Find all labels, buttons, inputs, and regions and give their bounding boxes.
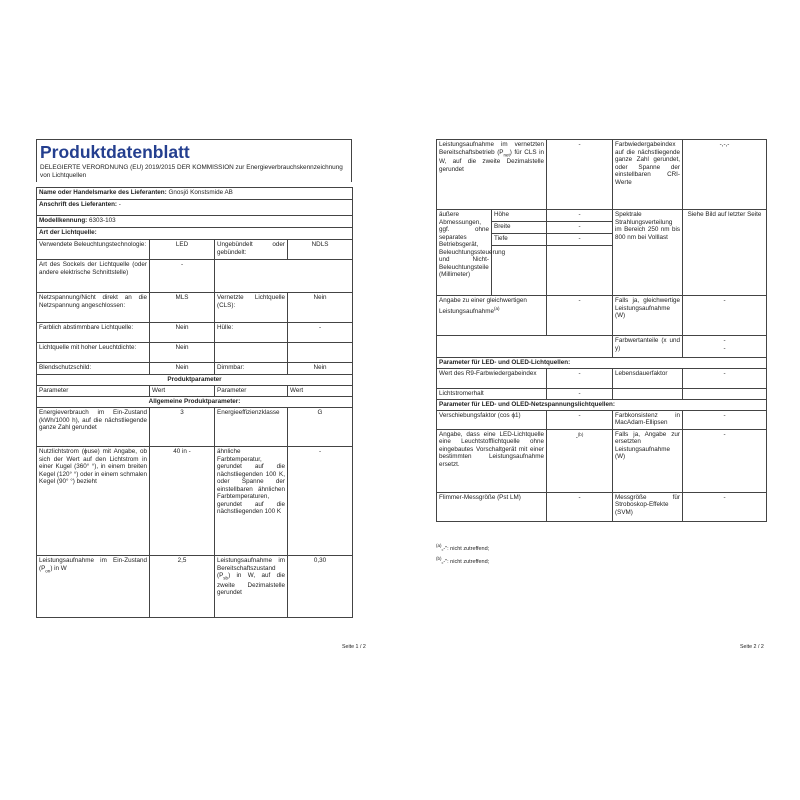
empty-cell [613,389,683,400]
cell-value: - [288,323,353,343]
section-heading-row [37,397,353,408]
empty-cell [437,336,613,358]
page-title: Produktdatenblatt [40,142,190,162]
cell-label: Leistungsaufnahme im Ein-Zustand $(P_{on})$ in W [37,556,150,618]
empty-cell [288,343,353,363]
cell-label: Wert des R9-Farbwiedergabeindex [437,369,547,389]
table-row [437,410,767,429]
cell-label: Farbwiedergabeindex auf die nächstliegende ganze Zahl gerundet, oder Spanne der einstellbaren CRI-Werte [613,140,683,210]
col-header-parameter: Parameter [215,386,288,397]
table-row [37,447,353,556]
cell-label: Lebensdauerfaktor [613,369,683,389]
empty-cell [547,246,613,296]
type-heading: Art der Lichtquelle: [37,228,353,240]
cell-value: NDLS [288,240,353,260]
cell-label: Farbkonsistenz in MacAdam-Ellipsen [613,410,683,429]
empty-cell [683,389,767,400]
table-row [437,210,767,222]
page-footer: Seite 2 / 2 [740,644,764,650]
product-table [36,187,353,618]
cell-value: 40 in - [150,447,215,556]
cell-value: - [150,260,215,293]
col-header-value: Wert [150,386,215,397]
table-row [37,343,353,363]
cell-label: Lichtquelle mit hoher Leuchtdichte: [37,343,150,363]
address-row [37,200,353,216]
cell-label: Ungebündelt oder gebündelt: [215,240,288,260]
table-row [437,492,767,521]
table-row [37,363,353,375]
cell-value: Nein [150,363,215,375]
section-heading-row [37,375,353,386]
supplier-row [37,188,353,200]
cell-value: - [547,140,613,210]
cell-label: Energieeffizienzklasse [215,408,288,447]
product-table-continued [436,139,767,522]
cell-value: Nein [150,323,215,343]
table-row [437,389,767,400]
cell-value: MLS [150,293,215,323]
table-row [37,293,353,323]
cell-label: Vernetzte Lichtquelle (CLS): [215,293,288,323]
cell-value: 2,5 [150,556,215,618]
cell-value: Nein [288,293,353,323]
cell-label: Dimmbar: [215,363,288,375]
cell-value: - [683,410,767,429]
cell-value: - [683,492,767,521]
regulation-subtitle: DELEGIERTE VERORDNUNG (EU) 2019/2015 DER KOMMISSION zur Energieverbrauchskennzeichnung von Lichtquellen [40,164,343,179]
empty-cell [215,260,288,293]
cell-value: - - [683,336,767,358]
supplier-label: Name oder Handelsmarke des Lieferanten: [39,189,167,196]
cell-value: - [547,369,613,389]
cell-value: G [288,408,353,447]
cell-value: - [547,222,613,234]
table-row [37,556,353,618]
cell-value: -$^{(b)}$ [547,429,613,492]
table-row [37,240,353,260]
cell-value: 0,30 [288,556,353,618]
cell-value: 3 [150,408,215,447]
cell-value: - [547,389,613,400]
cell-label: Messgröße für Stroboskop-Effekte (SVM) [613,492,683,521]
cell-label: Falls ja, gleichwertige Leistungsaufnahme (W) [613,296,683,336]
footnote-b: $^{(b)}$„-": nicht zutreffend; [436,555,490,565]
mains-params-heading: Parameter für LED- und OLED-Netzspannungslichtquellen: [437,399,767,410]
empty-cell [288,260,353,293]
led-params-heading: Parameter für LED- und OLED-Lichtquellen: [437,358,767,369]
cell-value: Nein [150,343,215,363]
cell-label: Lichtstromerhalt [437,389,547,400]
cell-label: Verschiebungsfaktor (cos ϕ1) [437,410,547,429]
cell-label: Leistungsaufnahme im Bereitschaftszustand $(P_{sb})$ in W, auf die zweite Dezimalstelle gerundet [215,556,288,618]
table-row [437,140,767,210]
spectral-label: Spektrale Strahlungsverteilung im Bereich 250 nm bis 800 nm bei Volllast [613,210,683,296]
product-params-heading: Produktparameter [37,375,353,386]
cell-label: Angabe zu einer gleichwertigen Leistungsaufnahme$^{(a)}$ [437,296,547,336]
cell-label: Nutzlichtstrom (ϕuse) mit Angabe, ob sich der Wert auf den Lichtstrom in einer Kugel (360° °), in einem breiten Kegel (120° °) oder in einem schmalen Kegel (90° °) bezieht [37,447,150,556]
cell-label: Energieverbrauch im Ein-Zustand (kWh/1000 h), auf die nächstliegende ganze Zahl gerundet [37,408,150,447]
table-row [37,408,353,447]
empty-cell [215,343,288,363]
cell-value: - [547,296,613,336]
cell-label: Flimmer-Messgröße (Pst LM) [437,492,547,521]
cell-label: Netzspannung/Nicht direkt an die Netzspannung angeschlossen: [37,293,150,323]
table-row [437,429,767,492]
section-heading-row [437,399,767,410]
table-row [437,369,767,389]
cell-value: - [547,234,613,246]
table-row [37,323,353,343]
model-value: 6303-103 [89,217,116,224]
cell-value: Nein [288,363,353,375]
cell-label: Farbwertanteile (x und y) [613,336,683,358]
cell-value: -,-,- [683,140,767,210]
cell-label: Falls ja, Angabe zur ersetzten Leistungsaufnahme (W) [613,429,683,492]
type-heading-row [37,228,353,240]
cell-label: ähnliche Farbtemperatur, gerundet auf die nächstliegenden 100 K, oder Spanne der einstellbaren ähnlichen Farbtemperaturen, gerundet auf die nächstliegenden 100 K [215,447,288,556]
dimensions-label: äußere Abmessungen, ggf. ohne separates Betriebsgerät, Beleuchtungssteuerung und Nicht-Beleuchtungsteile (Millimeter) [437,210,492,296]
section-heading-row [437,358,767,369]
cell-label: Leistungsaufnahme im vernetzten Bereitschaftsbetrieb $(P_{net})$ für CLS in W, auf die zweite Dezimalstelle gerundet [437,140,547,210]
cell-label: Hülle: [215,323,288,343]
cell-value: - [683,296,767,336]
address-label: Anschrift des Lieferanten: [39,201,118,208]
header-box [36,139,352,182]
cell-label: Art des Sockels der Lichtquelle (oder andere elektrische Schnittstelle) [37,260,150,293]
page-footer: Seite 1 / 2 [342,644,366,650]
cell-value: - [547,410,613,429]
cell-label: Farblich abstimmbare Lichtquelle: [37,323,150,343]
cell-value: - [683,369,767,389]
supplier-value: Gnosjö Konstsmide AB [168,189,233,196]
address-value: - [118,201,121,208]
table-row [37,260,353,293]
model-row [37,216,353,228]
cell-label: Blendschutzschild: [37,363,150,375]
footnotes [436,541,489,567]
cell-label: Angabe, dass eine LED-Lichtquelle eine Leuchtstofflichtquelle ohne eingebautes Vorschaltgerät mit einer bestimmten Leistungsaufnahme ersetzt. [437,429,547,492]
page-2 [400,0,800,800]
column-header-row [37,386,353,397]
cell-value: - [683,429,767,492]
cell-value: - [288,447,353,556]
model-label: Modellkennung: [39,217,88,224]
footnote-a: $^{(a)}$„-": nicht zutreffend; [436,543,490,552]
cell-value: - [547,210,613,222]
dim-depth-label: Tiefe [492,234,547,246]
table-row [437,336,767,358]
general-params-heading: Allgemeine Produktparameter: [37,397,353,408]
table-row [437,296,767,336]
cell-label: Verwendete Beleuchtungstechnologie: [37,240,150,260]
col-header-parameter: Parameter [37,386,150,397]
dim-height-label: Höhe [492,210,547,222]
cell-value: LED [150,240,215,260]
cell-value: Siehe Bild auf letzter Seite [683,210,767,296]
col-header-value: Wert [288,386,353,397]
dim-width-label: Breite [492,222,547,234]
cell-value: - [547,492,613,521]
